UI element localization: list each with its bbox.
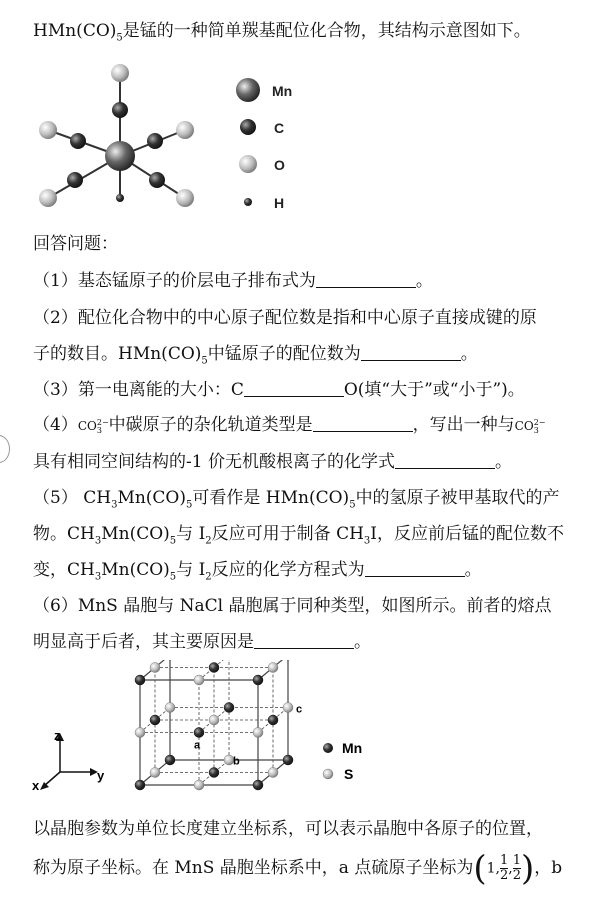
- question-5-line-3: 变，$CH_3Mn(CO)_5$与 $I_2$反应的化学方程式为 。: [33, 560, 482, 583]
- intro-line: $HMn(CO)_5$是锰的一种简单羰基配位化合物，其结构示意图如下。: [33, 21, 531, 44]
- fraction-half: $\frac{1}{2}$: [512, 853, 521, 883]
- y-axis-label: y: [97, 768, 105, 783]
- question-4-line-1: （4）CO 2− 3 中碳原子的杂化轨道类型是 ，写出一种与CO 2− 3: [33, 415, 546, 435]
- o-atom: [176, 121, 194, 139]
- mn-atom: [253, 780, 263, 790]
- c-atom: [112, 102, 128, 118]
- structure-legend: [232, 76, 322, 221]
- page-edge-mark: [0, 435, 10, 463]
- mn-atom: [283, 755, 293, 765]
- point-c-label: c: [296, 703, 303, 716]
- tail-line-2: 称为原子坐标。在 MnS 晶胞坐标系中，a 点硫原子坐标为(1, $\frac{1}{2}$ , $\frac{1}{2}$ )，b: [33, 848, 563, 889]
- mn-atom: [165, 755, 175, 765]
- question-5-line-1: （5） $CH_3Mn(CO)_5$可看作是 $HMn(CO)_5$中的氢原子被甲基取代的产: [33, 488, 560, 511]
- s-atom: [165, 703, 175, 713]
- s-atom: [135, 728, 145, 738]
- question-6-line-2: 明显高于后者，其主要原因是 。: [33, 632, 371, 652]
- c-legend-label: C: [274, 120, 285, 136]
- question-2-line-2: 子的数目。$HMn(CO)_5$中锰原子的配位数为 。: [33, 344, 478, 367]
- point-a-label: a: [194, 739, 201, 752]
- s-legend-label: S: [344, 766, 354, 782]
- mn-atom: [209, 663, 219, 673]
- answer-blank: [254, 632, 354, 649]
- o-atom: [39, 189, 57, 207]
- o-atom: [176, 189, 194, 207]
- mn-atom: [253, 675, 263, 685]
- question-5-line-2: 物。$CH_3Mn(CO)_5$与 $I_2$反应可用于制备 $CH_3I$，反应前后锰的配位数不: [33, 524, 565, 547]
- coordinate-axes: [30, 728, 110, 798]
- mn-atom: [105, 141, 135, 171]
- s-atom: [194, 675, 204, 685]
- c-atom: [147, 133, 163, 149]
- question-3: （3）第一电离能的大小：C O(填“大于”或“小于”)。: [33, 380, 525, 400]
- c-atom: [70, 133, 86, 149]
- answer-blank: [361, 344, 461, 361]
- s-legend-icon: [323, 769, 333, 779]
- c-atom: [149, 172, 165, 188]
- mn-atom: [135, 675, 145, 685]
- o-legend-icon: [239, 155, 257, 173]
- s-atom: [253, 728, 263, 738]
- mn-atom: [135, 780, 145, 790]
- mns-unit-cell-diagram: [125, 660, 305, 800]
- h-atom: [116, 194, 124, 202]
- fraction-half: $\frac{1}{2}$: [499, 853, 509, 883]
- carbonate-ion: CO 2− 3: [514, 417, 546, 435]
- mn-atom: [224, 703, 234, 713]
- mn-legend-icon: [323, 743, 333, 753]
- mn-legend-icon: [236, 78, 260, 102]
- question-2-line-1: （2）配位化合物中的中心原子配位数是指和中心原子直接成键的原: [33, 308, 537, 328]
- question-6-line-1: （6）MnS 晶胞与 NaCl 晶胞属于同种类型，如图所示。前者的熔点: [33, 596, 552, 616]
- answer-blank: [395, 452, 495, 469]
- answer-blank: [244, 380, 344, 397]
- mn-atom: [194, 728, 204, 738]
- c-atom: [67, 172, 83, 188]
- answer-blank: [316, 271, 416, 288]
- intro-text: 是锰的一种简单羰基配位化合物，其结构示意图如下。: [122, 21, 531, 41]
- x-axis-label: x: [32, 778, 40, 793]
- cell-legend: [320, 738, 390, 788]
- s-atom: [209, 715, 219, 725]
- s-atom: [268, 768, 278, 778]
- intro-formula: HMn(CO): [33, 21, 117, 41]
- s-atom: [268, 663, 278, 673]
- mn-legend-label: Mn: [342, 740, 363, 756]
- mn-atom: [209, 768, 219, 778]
- o-legend-label: O: [274, 157, 285, 173]
- point-b-label: b: [233, 755, 240, 768]
- s-atom: [194, 780, 204, 790]
- s-atom: [150, 768, 160, 778]
- question-4-line-2: 具有相同空间结构的-1 价无机酸根离子的化学式 。: [33, 452, 512, 472]
- answer-blank: [313, 415, 413, 432]
- answer-blank: [365, 560, 465, 577]
- s-atom: [283, 703, 293, 713]
- h-legend-icon: [244, 198, 252, 206]
- mn-legend-label: Mn: [272, 83, 293, 99]
- mn-atom: [268, 715, 278, 725]
- o-atom: [111, 64, 129, 82]
- hmnco5-structure-diagram: [30, 58, 230, 218]
- answer-heading: 回答问题：: [33, 234, 118, 254]
- h-legend-label: H: [274, 195, 285, 211]
- o-atom: [39, 121, 57, 139]
- mn-atom: [150, 715, 160, 725]
- question-1: （1）基态锰原子的价层电子排布式为 。: [33, 271, 433, 291]
- z-axis-label: z: [54, 728, 61, 743]
- c-legend-icon: [240, 119, 256, 135]
- tail-line-1: 以晶胞参数为单位长度建立坐标系，可以表示晶胞中各原子的位置，: [33, 819, 543, 839]
- carbonate-ion: CO 2− 3: [77, 417, 109, 435]
- s-atom: [150, 663, 160, 673]
